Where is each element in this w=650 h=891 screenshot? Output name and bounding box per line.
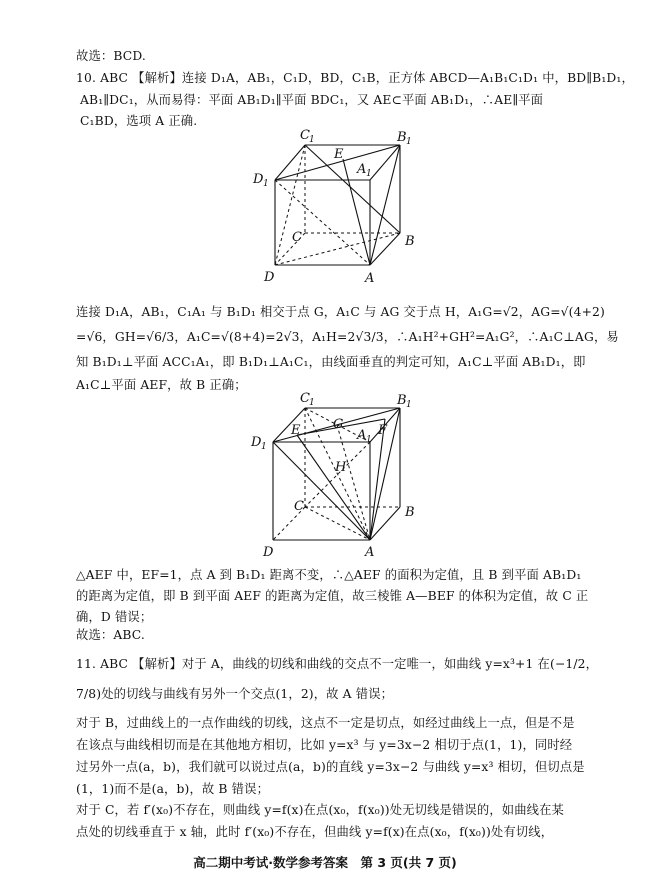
vertex-c1-label: C	[300, 392, 310, 406]
text-line: C₁BD，选项 A 正确.	[80, 114, 198, 128]
vertex-b-label: B	[405, 234, 415, 249]
vertex-b1-label: B	[397, 393, 407, 408]
text-line: =√6，GH=√6/3，A₁C=√(8+4)=2√3，A₁H=2√3/3，∴A₁H²+GH²=A₁G²，∴A₁C⊥AG，易	[76, 330, 619, 344]
text-line: 7/8)处的切线与曲线有另外一个交点(1，2)，故 A 错误；	[76, 687, 394, 701]
cube-figure-2	[245, 392, 425, 562]
text-line: 知 B₁D₁⊥平面 ACC₁A₁，即 B₁D₁⊥A₁C₁，由线面垂直的判定可知，A₁C⊥平面 AB₁D₁，即	[76, 355, 586, 369]
text-line: 故选：BCD.	[76, 49, 146, 63]
point-f-label: F	[378, 423, 388, 438]
point-h-label: H	[335, 460, 347, 475]
svg-text:1: 1	[366, 169, 372, 179]
text-line: 点处的切线垂直于 x 轴，此时 f′(x₀)不存在，但曲线 y=f(x)在点(x₀，f(x₀))处有切线，	[76, 825, 554, 839]
text-line: 的距离为定值，即 B 到平面 AEF 的距离为定值，故三棱锥 A—BEF 的体积为定值，故 C 正	[76, 589, 589, 603]
vertex-d1-label: D	[251, 435, 262, 450]
svg-text:1: 1	[406, 400, 412, 410]
vertex-c-label: C	[294, 499, 304, 514]
text-line: 确，D 错误；	[76, 610, 153, 624]
vertex-d-label: D	[263, 545, 274, 560]
vertex-d-label: D	[264, 270, 275, 285]
svg-text:1: 1	[309, 135, 315, 145]
text-line: 连接 D₁A，AB₁，C₁A₁ 与 B₁D₁ 相交于点 G，A₁C 与 AG 交于点 H，A₁G=√2，AG=√(4+2)	[76, 305, 605, 319]
vertex-a1-label: A	[357, 162, 367, 177]
vertex-b-label: B	[405, 505, 415, 520]
text-line: △AEF 中，EF=1，点 A 到 B₁D₁ 距离不变，∴△AEF 的面积为定值，且 B 到平面 AB₁D₁	[76, 568, 582, 582]
cube-figure-1	[245, 125, 425, 295]
point-e-label: E	[334, 147, 344, 162]
text-line: 在该点与曲线相切而是在其他地方相切，比如 y=x³ 与 y=3x−2 相切于点(1，1)，同时经	[76, 738, 573, 752]
vertex-a1-label: A	[357, 428, 367, 443]
svg-text:1: 1	[263, 179, 269, 189]
vertex-a-label: A	[365, 545, 375, 560]
vertex-b1-label: B	[397, 130, 407, 145]
vertex-d1-label: D	[253, 172, 264, 187]
text-line: 10. ABC 【解析】连接 D₁A，AB₁，C₁D，BD，C₁B，正方体 ABCD—A₁B₁C₁D₁ 中，BD∥B₁D₁，	[76, 71, 634, 85]
text-line: (1，1)而不是(a，b)，故 B 错误；	[76, 782, 270, 796]
vertex-a-label: A	[365, 271, 375, 286]
svg-text:1: 1	[406, 137, 412, 147]
text-line: 故选：ABC.	[76, 628, 145, 642]
page-footer: 高二期中考试·数学参考答案 第 3 页(共 7 页)	[193, 855, 457, 870]
text-line: 过另外一点(a，b)，我们就可以说过点(a，b)的直线 y=3x−2 与曲线 y=x³ 相切，但切点是	[76, 760, 585, 774]
svg-text:1: 1	[366, 435, 372, 445]
text-line: 对于 B，过曲线上的一点作曲线的切线，这点不一定是切点，如经过曲线上一点，但是不是	[76, 716, 575, 730]
point-e-label: E	[291, 423, 301, 438]
text-line: 11. ABC 【解析】对于 A，曲线的切线和曲线的交点不一定唯一，如曲线 y=x³+1 在(−1/2，	[76, 657, 599, 671]
text-line: AB₁∥DC₁，从而易得：平面 AB₁D₁∥平面 BDC₁，又 AE⊂平面 AB₁D₁，∴AE∥平面	[80, 93, 544, 107]
svg-text:1: 1	[261, 442, 267, 452]
point-g-label: G	[333, 417, 344, 432]
text-line: A₁C⊥平面 AEF，故 B 正确；	[76, 378, 247, 392]
vertex-c-label: C	[292, 230, 302, 245]
text-line: 对于 C，若 f′(x₀)不存在，则曲线 y=f(x)在点(x₀，f(x₀))处无切线是错误的，如曲线在某	[76, 803, 565, 817]
svg-text:1: 1	[309, 398, 315, 408]
vertex-c1-label: C	[300, 128, 310, 143]
